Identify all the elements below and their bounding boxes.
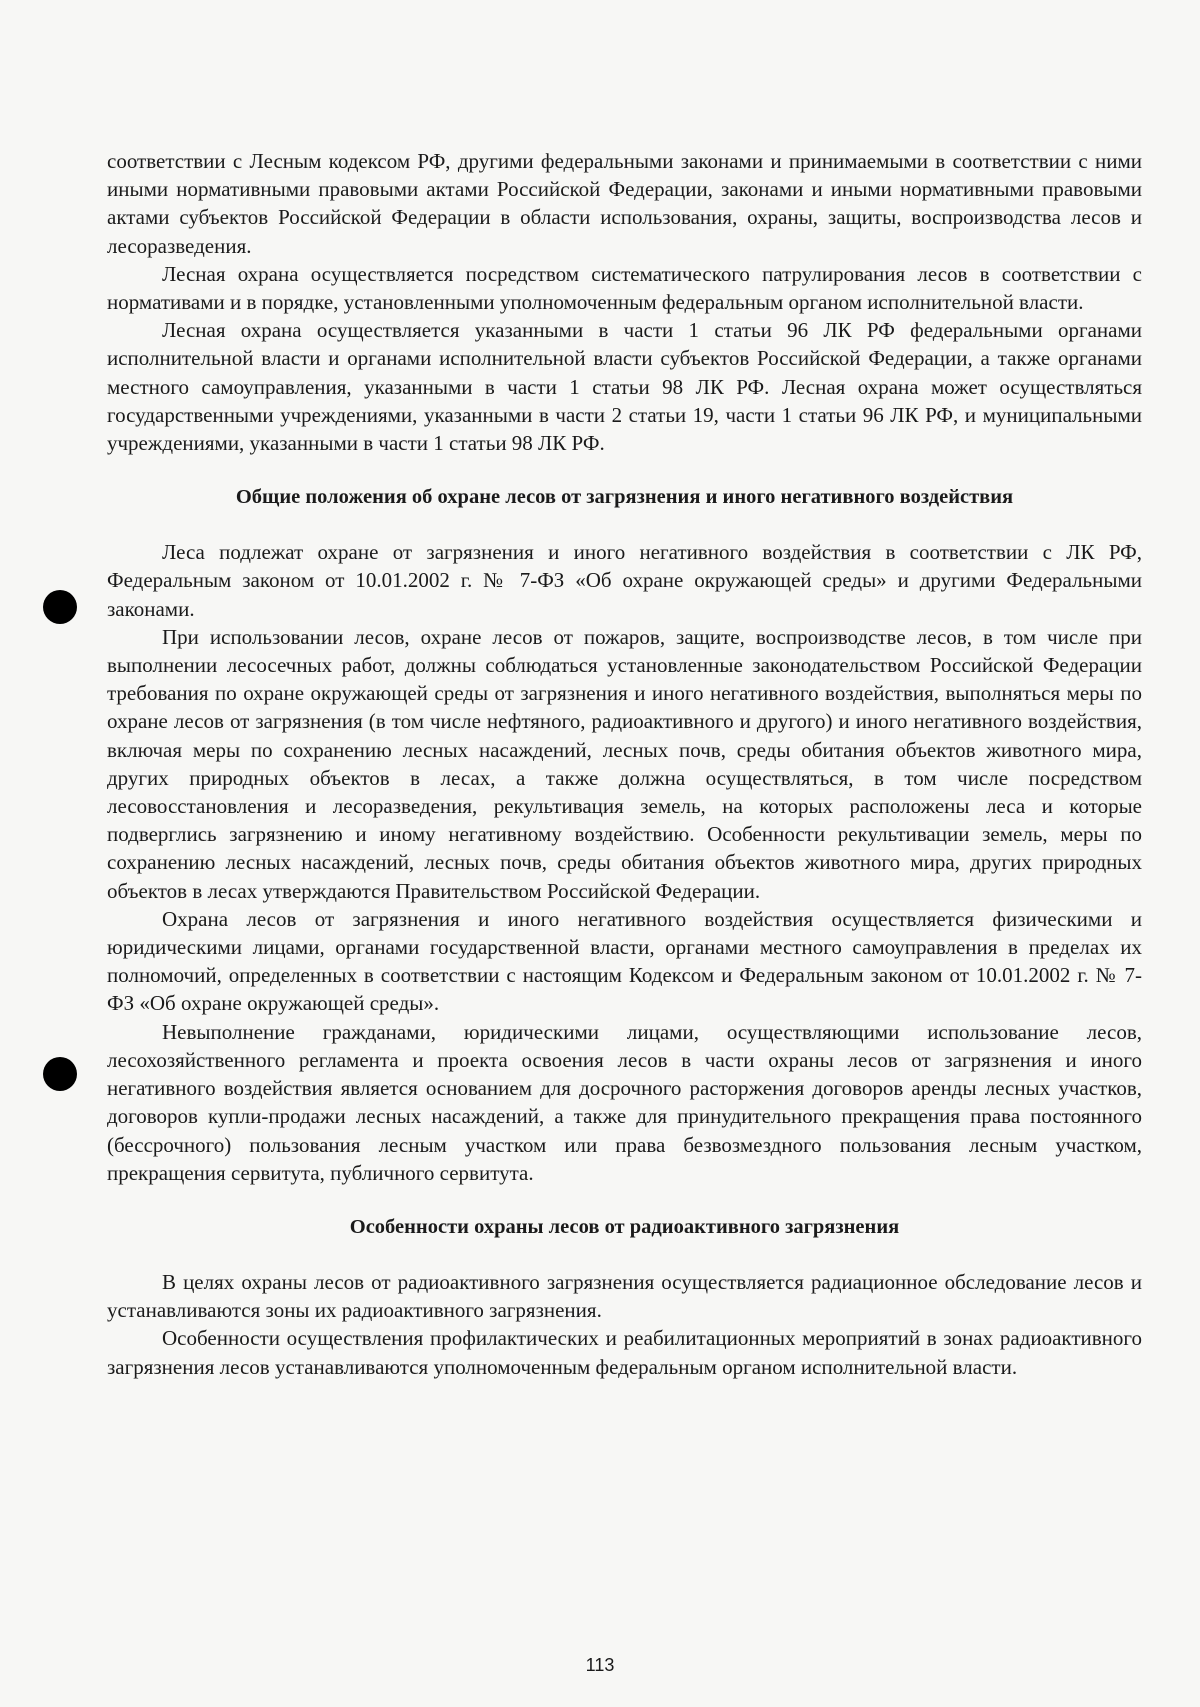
paragraph: В целях охраны лесов от радиоактивного загрязнения осуществляется радиационное обследование лесов и устанавливаются зоны их радиоактивного загрязнения.	[107, 1269, 1142, 1323]
paragraph: Невыполнение гражданами, юридическими лицами, осуществляющими использование лесов, лесохозяйственного регламента и проекта освоения лесов в части охраны лесов от загрязнения и иного негативного воздействия является основанием для досрочного расторжения договоров аренды лесных участков, договоров купли-продажи лесных насаждений, а также для принудительного прекращения права постоянного (бессрочного) пользования лесным участком или права безвозмездного пользования лесным участком, прекращения сервитута, публичного сервитута.	[107, 1019, 1142, 1185]
binder-hole-top	[43, 590, 77, 624]
section-heading-radioactive: Особенности охраны лесов от радиоактивного загрязнения	[349, 1215, 900, 1238]
paragraph: Лесная охрана осуществляется указанными в части 1 статьи 96 ЛК РФ федеральными органами исполнительной власти и органами исполнительной власти субъектов Российской Федерации, а также органами местного самоуправления, указанными в части 1 статьи 98 ЛК РФ. Лесная охрана может осуществляться государственными учреждениями, указанными в части 2 статьи 19, части 1 статьи 96 ЛК РФ, и муниципальными учреждениями, указанными в части 1 статьи 98 ЛК РФ.	[107, 318, 1142, 456]
paragraph: При использовании лесов, охране лесов от пожаров, защите, воспроизводстве лесов, в том числе при выполнении лесосечных работ, должны соблюдаться установленные законодательством Российской Федерации требования по охране окружающей среды от загрязнения и иного негативного воздействия, выполняться меры по охране лесов от загрязнения (в том числе нефтяного, радиоактивного и другого) и иного негативного воздействия, включая меры по сохранению лесных насаждений, лесных почв, среды обитания объектов животного мира, других природных объектов в лесах, а также должна осуществляться, в том числе посредством лесовосстановления и лесоразведения, рекультивация земель, на которых расположены леса и которые подверглись загрязнению и иному негативному воздействию. Особенности рекультивации земель, меры по сохранению лесных насаждений, лесных почв, среды обитания объектов животного мира, других природных объектов в лесах утверждаются Правительством Российской Федерации.	[107, 624, 1142, 903]
binder-hole-bottom	[43, 1057, 77, 1091]
paragraph: Особенности осуществления профилактических и реабилитационных мероприятий в зонах радиоактивного загрязнения лесов устанавливаются уполномоченным федеральным органом исполнительной власти.	[107, 1326, 1142, 1379]
paragraph: Леса подлежат охране от загрязнения и иного негативного воздействия в соответствии с ЛК РФ, Федеральным законом от 10.01.2002 г. № 7-ФЗ «Об охране окружающей среды» и другими Федеральными законами.	[107, 540, 1142, 621]
paragraph: Лесная охрана осуществляется посредством систематического патрулирования лесов в соответствии с нормативами и в порядке, установленными уполномоченным федеральным органом исполнительной власти.	[107, 261, 1142, 315]
page-number: 113	[585, 1655, 615, 1675]
section-heading-pollution: Общие положения об охране лесов от загрязнения и иного негативного воздействия	[235, 486, 1014, 509]
paragraph: Охрана лесов от загрязнения и иного негативного воздействия осуществляется физическими и юридическими лицами, органами государственной власти, органами местного самоуправления в пределах их полномочий, определенных в соответствии с настоящим Кодексом и Федеральным законом от 10.01.2002 г. № 7-ФЗ «Об охране окружающей среды».	[107, 906, 1142, 1016]
document-page	[107, 147, 1142, 1381]
paragraph-continued: соответствии с Лесным кодексом РФ, другими федеральными законами и принимаемыми в соответствии с ними иными нормативными правовыми актами Российской Федерации, законами и иными нормативными правовыми актами субъектов Российской Федерации в области использования, охраны, защиты, воспроизводства лесов и лесоразведения.	[107, 149, 1142, 258]
